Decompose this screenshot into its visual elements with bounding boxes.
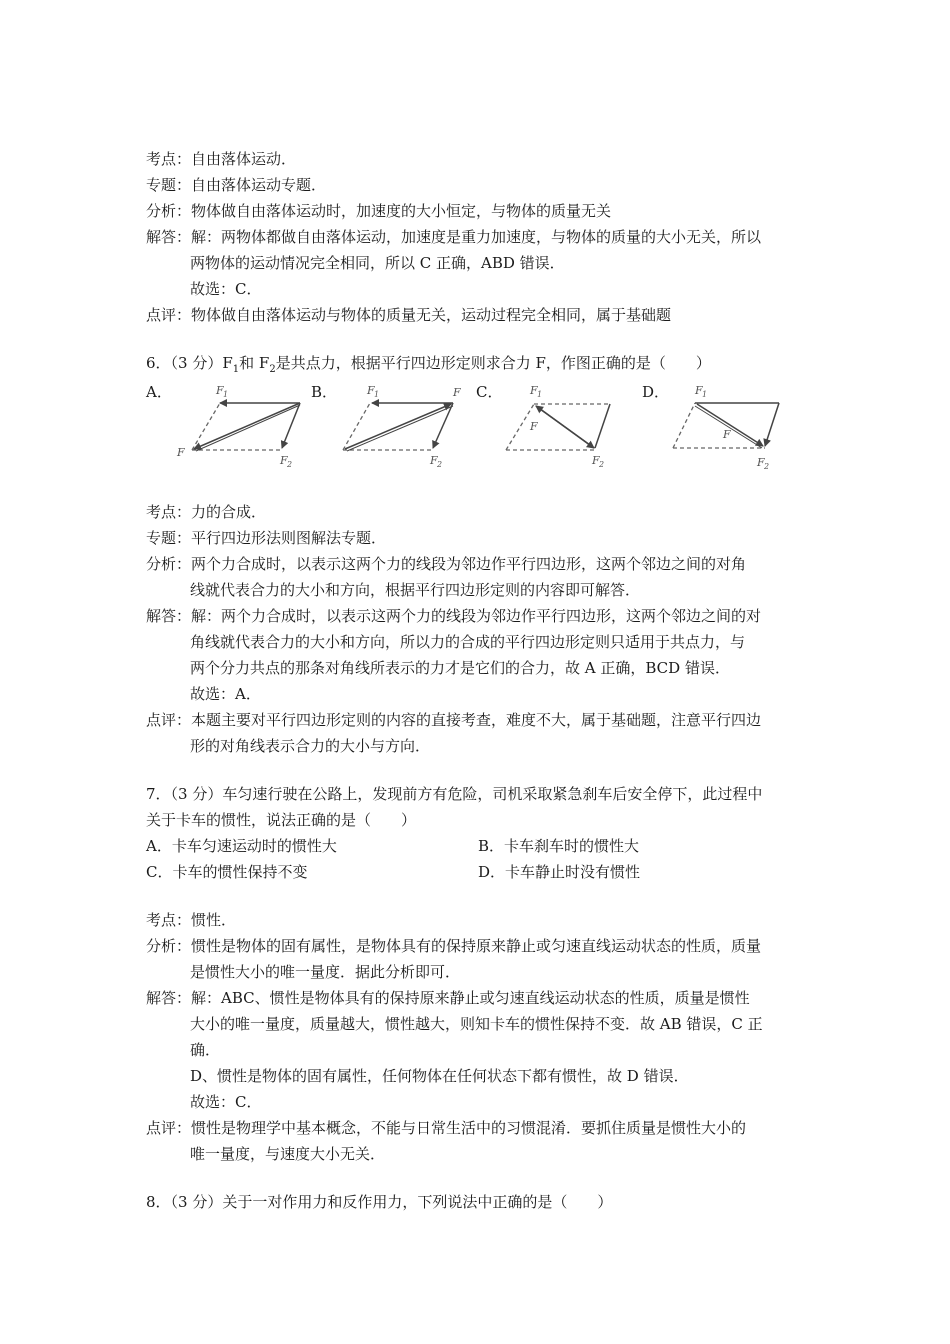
q7-option-a: A．卡车匀速运动时的惯性大 — [146, 837, 337, 855]
fig-d-f1-label: F — [695, 384, 703, 397]
q6-option-c-label: C． — [476, 383, 503, 401]
q7-answer: 故选：C． — [190, 1093, 262, 1111]
svg-text:2: 2 — [437, 460, 443, 469]
q6-kaodian: 考点：力的合成． — [146, 503, 267, 521]
q6-figure-d — [665, 378, 800, 482]
fig-b-f2-label: F — [430, 454, 438, 467]
q7-option-c: C．卡车的惯性保持不变 — [146, 863, 308, 881]
q7-jieda-line-1: 解答：解：ABC、惯性是物体具有的保持原来静止或匀速直线运动状态的性质，质量是惯性 — [146, 989, 750, 1007]
fig-c-f1-label: F — [530, 384, 538, 397]
q7-jieda-line-2: 大小的唯一量度，质量越大，惯性越大，则知卡车的惯性保持不变．故 AB 错误，C 正 — [190, 1015, 763, 1033]
fig-a-f2-label: F — [280, 454, 288, 467]
fig-c-f2-label: F — [592, 454, 600, 467]
q5-jieda-line-2: 两物体的运动情况完全相同，所以 C 正确，ABD 错误． — [190, 254, 565, 272]
q6-figure-b — [335, 378, 475, 477]
fig-b-f1-label: F — [367, 384, 375, 397]
svg-text:1: 1 — [223, 390, 229, 399]
q7-option-d: D．卡车静止时没有惯性 — [478, 863, 641, 881]
q7-dianping-line-1: 点评：惯性是物理学中基本概念，不能与日常生活中的习惯混淆．要抓住质量是惯性大小的 — [146, 1119, 747, 1137]
svg-text:2: 2 — [287, 460, 293, 469]
q6-figure-a — [170, 378, 310, 477]
fig-a-f1-label: F — [216, 384, 224, 397]
q7-jieda-line-3: 确． — [190, 1041, 221, 1059]
q5-kaodian: 考点：自由落体运动． — [146, 150, 297, 168]
q5-dianping: 点评：物体做自由落体运动与物体的质量无关，运动过程完全相同，属于基础题 — [146, 306, 672, 324]
q6-fenxi-line-2: 线就代表合力的大小和方向，根据平行四边形定则的内容即可解答． — [190, 581, 641, 599]
q7-jieda-line-4: D、惯性是物体的固有属性，任何物体在任何状态下都有惯性，故 D 错误． — [190, 1067, 689, 1085]
q7-fenxi-line-2: 是惯性大小的唯一量度．据此分析即可． — [190, 963, 461, 981]
fig-c-f-label: F — [530, 420, 538, 433]
q7-option-b: B．卡车刹车时的惯性大 — [478, 837, 640, 855]
q6-zhuanti: 专题：平行四边形法则图解法专题． — [146, 529, 387, 547]
q5-fenxi: 分析：物体做自由落体运动时，加速度的大小恒定，与物体的质量无关 — [146, 202, 612, 220]
q6-dianping-line-1: 点评：本题主要对平行四边形定则的内容的直接考查，难度不大，属于基础题，注意平行四边 — [146, 711, 762, 729]
fig-d-f2-label: F — [757, 456, 765, 469]
q6-answer: 故选：A． — [190, 685, 261, 703]
q7-fenxi-line-1: 分析：惯性是物体的固有属性，是物体具有的保持原来静止或匀速直线运动状态的性质，质量 — [146, 937, 762, 955]
q6-jieda-line-1: 解答：解：两个力合成时，以表示这两个力的线段为邻边作平行四边形，这两个邻边之间的对 — [146, 607, 762, 625]
q7-dianping-line-2: 唯一量度，与速度大小无关． — [190, 1145, 386, 1163]
q6-option-b-label: B． — [311, 383, 338, 401]
q5-jieda-line-1: 解答：解：两物体都做自由落体运动，加速度是重力加速度，与物体的质量的大小无关，所以 — [146, 228, 762, 246]
fig-d-f-label: F — [723, 428, 731, 441]
q6-option-a-label: A． — [146, 383, 172, 401]
q5-zhuanti: 专题：自由落体运动专题． — [146, 176, 327, 194]
q7-stem-line-1: 7．（3 分）车匀速行驶在公路上，发现前方有危险，司机采取紧急刹车后安全停下，此过程中 — [146, 785, 763, 803]
svg-text:1: 1 — [702, 390, 708, 399]
q6-figure-c — [500, 378, 630, 477]
svg-text:2: 2 — [764, 462, 770, 471]
q7-kaodian: 考点：惯性． — [146, 911, 237, 929]
q6-jieda-line-2: 角线就代表合力的大小和方向，所以力的合成的平行四边形定则只适用于共点力，与 — [190, 633, 746, 651]
q6-option-d-label: D． — [642, 383, 670, 401]
fig-a-f-label: F — [177, 446, 185, 459]
q6-fenxi-line-1: 分析：两个力合成时，以表示这两个力的线段为邻边作平行四边形，这两个邻边之间的对角 — [146, 555, 747, 573]
q8-stem: 8．（3 分）关于一对作用力和反作用力，下列说法中正确的是（ ） — [146, 1193, 613, 1211]
q6-stem: 6．（3 分）$F_1$和 $F_2$是共点力，根据平行四边形定则求合力 F，作图正确的是（ ） — [146, 354, 711, 375]
q6-jieda-line-3: 两个分力共点的那条对角线所表示的力才是它们的合力，故 A 正确，BCD 错误． — [190, 659, 730, 677]
q5-answer: 故选：C． — [190, 280, 262, 298]
fig-b-f-label: F — [453, 386, 461, 399]
q7-stem-line-2: 关于卡车的惯性，说法正确的是（ ） — [146, 811, 417, 829]
svg-text:1: 1 — [374, 390, 380, 399]
q6-dianping-line-2: 形的对角线表示合力的大小与方向． — [190, 737, 431, 755]
svg-text:1: 1 — [537, 390, 543, 399]
svg-text:2: 2 — [599, 460, 605, 469]
